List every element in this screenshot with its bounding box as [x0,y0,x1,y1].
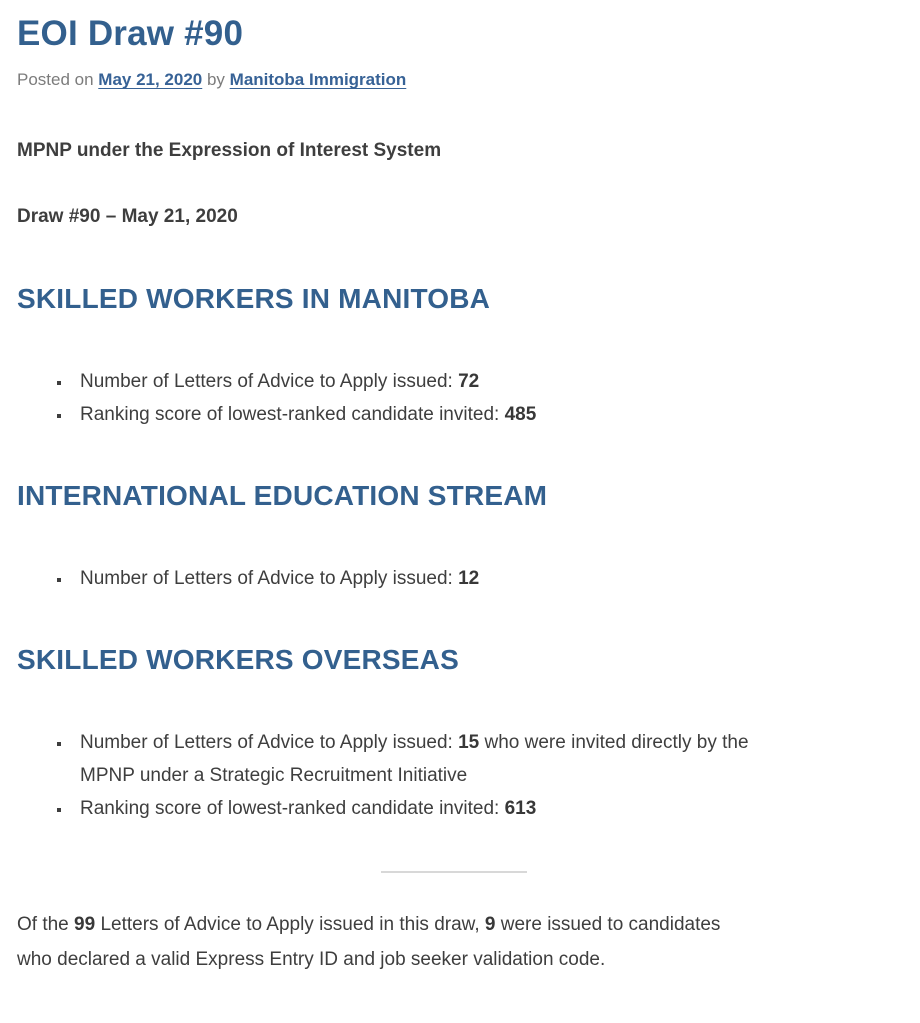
post-date-link[interactable]: May 21, 2020 [98,70,203,90]
lead-draw-line: Draw #90 – May 21, 2020 [17,206,238,228]
posted-on-label: Posted on [17,70,99,90]
summary-express-entry-value: 9 [484,914,496,936]
stat-value: 485 [504,404,537,426]
stat-value: 72 [458,371,480,393]
list-item [72,365,802,398]
stat-list-skilled-workers-overseas [17,726,890,825]
stat-value: 12 [458,568,480,590]
lead-system-line: MPNP under the Expression of Interest System [17,140,442,162]
stat-suffix: who were invited directly by the MPNP under a Strategic Recruitment Initiative [80,732,749,787]
author-link[interactable]: Manitoba Immigration [229,70,407,90]
list-item [72,792,802,825]
stat-list-international-education [17,562,890,595]
by-label: by [202,70,230,90]
list-item [72,562,802,595]
summary-text: Letters of Advice to Apply issued in this draw, [95,914,485,936]
stat-value: 613 [504,798,537,820]
section-heading-skilled-workers-manitoba: SKILLED WORKERS IN MANITOBA [17,283,491,315]
section-heading-international-education: INTERNATIONAL EDUCATION STREAM [17,480,548,512]
byline [17,69,890,91]
list-item [72,726,802,792]
page-title: EOI Draw #90 [17,14,244,53]
stat-label: Ranking score of lowest-ranked candidate invited: [80,404,505,426]
stat-list-skilled-workers-manitoba [17,365,890,431]
stat-label: Ranking score of lowest-ranked candidate invited: [80,798,505,820]
summary-paragraph [17,907,747,977]
stat-label: Number of Letters of Advice to Apply issued: [80,732,459,754]
section-divider [381,871,527,873]
summary-text: were issued to candidates who declared a valid Express Entry ID and job seeker validation code. [17,914,721,971]
stat-value: 15 [458,732,480,754]
summary-text: Of the [17,914,75,936]
stat-label: Number of Letters of Advice to Apply issued: [80,371,459,393]
stat-label: Number of Letters of Advice to Apply issued: [80,568,459,590]
summary-total-value: 99 [74,914,96,936]
section-heading-skilled-workers-overseas: SKILLED WORKERS OVERSEAS [17,644,459,676]
list-item [72,398,802,431]
